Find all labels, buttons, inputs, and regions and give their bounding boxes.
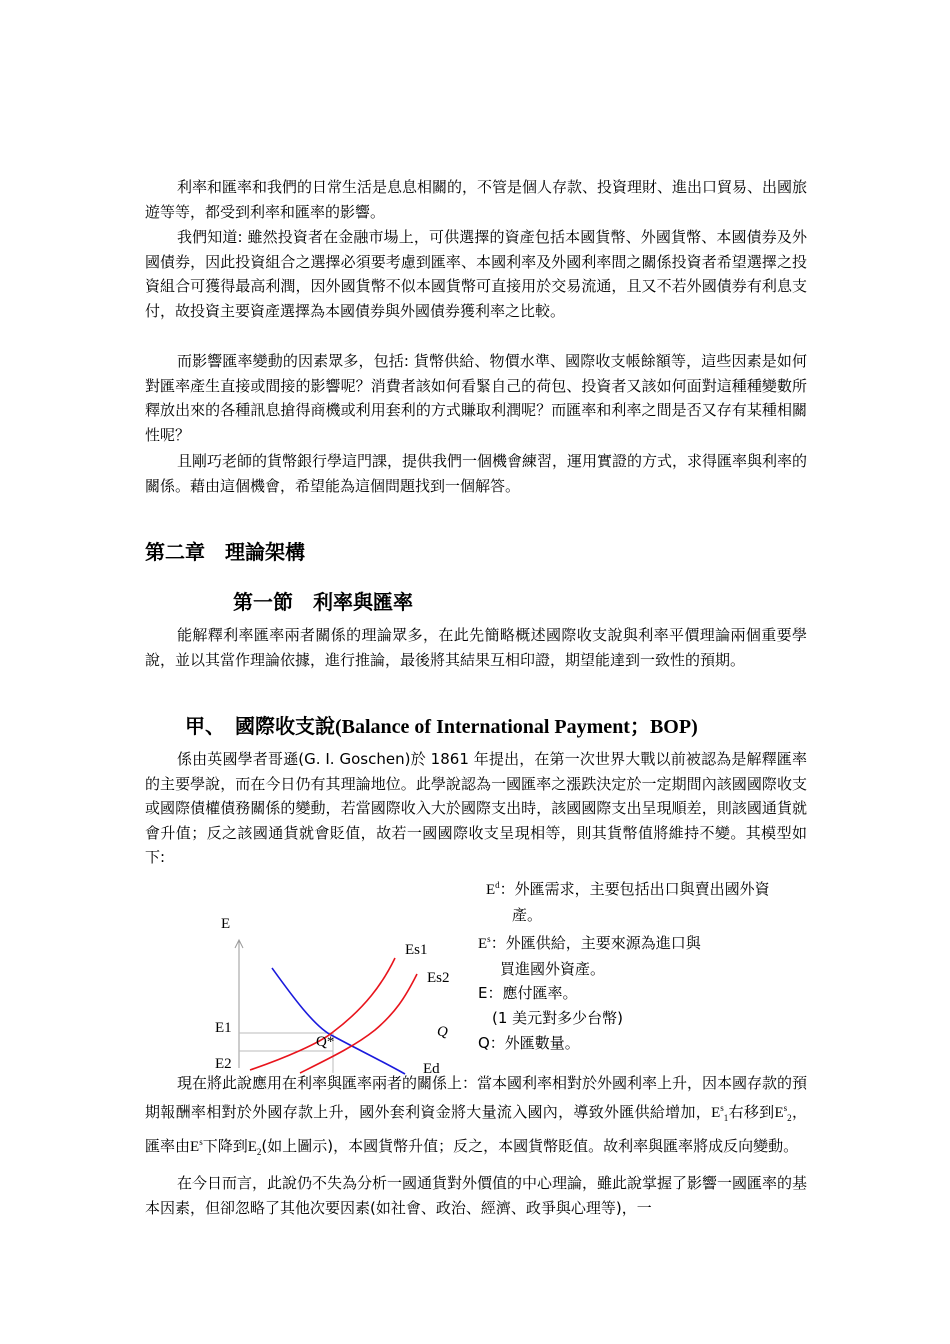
supply-curve-es2: [300, 974, 417, 1073]
intro-paragraph-3: 而影響匯率變動的因素眾多，包括: 貨幣供給、物價水準、國際收支帳餘額等，這些因素是如何對匯率產生直接或間接的影響呢？消費者該如何看緊自己的荷包、投資者又該如何面對這種種變數所釋放出來的各種訊息搶得商機或利用套利的方式賺取利潤呢？而匯率和利率之間是否又存有某種相關性呢？: [145, 352, 807, 444]
legend-demand-cont: 產。: [512, 905, 543, 924]
section-intro-paragraph: 能解釋利率匯率兩者關係的理論眾多，在此先簡略概述國際收支說與利率平價理論兩個重要學說，並以其當作理論依據，進行推論，最後將其結果互相印證，期望能達到一致性的預期。: [145, 626, 807, 669]
e1-label: E1: [215, 1020, 232, 1036]
es2-label: Es2: [427, 970, 450, 986]
legend-exchange-rate-note: (1 美元對多少台幣): [492, 1008, 624, 1027]
equilibrium-label: Q*: [316, 1034, 335, 1050]
legend-supply-cont: 買進國外資產。: [500, 959, 606, 978]
intro-paragraph-4: 且剛巧老師的貨幣銀行學這門課，提供我們一個機會練習，運用實證的方式，求得匯率與利率的關係。藉由這個機會，希望能為這個問題找到一個解答。: [145, 452, 808, 495]
legend-demand: $E^d$：外匯需求，主要包括出口與賣出國外資: [486, 880, 770, 898]
supply-demand-figure: [205, 908, 475, 1078]
bop-paragraph: 係由英國學者哥遜(G. I. Goschen)於 1861 年提出，在第一次世界大戰以前被認為是解釋匯率的主要學說，而在今日仍有其理論地位。此學說認為一國匯率之漲跌決定於一定期間內該國國際收支或國際債權債務關係的變動，若當國際收入大於國際支出時，該國國際支出呈現順差，則該國通貨就會升值；反之該國通貨就會貶值，故若一國國際收支呈現相等，則其貨幣值將維持不變。其模型如下:: [145, 750, 807, 867]
intro-paragraph-1: 利率和匯率和我們的日常生活是息息相關的，不管是個人存款、投資理財、進出口貿易、出國旅遊等等，都受到利率和匯率的影響。: [145, 178, 808, 221]
closing-paragraph: 在今日而言，此說仍不失為分析一國通貨對外價值的中心理論，雖此說掌握了影響一國匯率的基本因素，但卻忽略了其他次要因素(如社會、政治、經濟、政爭與心理等)，一: [145, 1174, 808, 1217]
x-axis-label: Q: [437, 1024, 448, 1040]
subsection-title: [185, 710, 698, 739]
e2-label: E2: [215, 1056, 232, 1072]
intro-paragraph-2: 我們知道: 雖然投資者在金融市場上，可供選擇的資產包括本國貨幣、外國貨幣、本國債券及外國債券，因此投資組合之選擇必須要考慮到匯率、本國利率及外國利率間之關係投資者希望選擇之投資組合可獲得最高利潤，因外國貨幣不似本國貨幣可直接用於交易流通，且又不若外國債券有利息支付，故投資主要資產選擇為本國債券與外國債券獲利率之比較。: [145, 228, 807, 320]
y-axis-label: E: [221, 916, 231, 932]
ed-label: Ed: [423, 1061, 440, 1077]
subsection-label: 甲、 國際收支說: [185, 714, 335, 738]
chapter-title: 第二章 理論架構: [145, 540, 305, 564]
legend-exchange-rate: E：應付匯率。: [478, 984, 578, 1003]
subsection-english-name: (Balance of International Payment；BOP): [335, 716, 698, 738]
figure-legend: [478, 873, 818, 1055]
supply-curve-es1: [250, 958, 395, 1070]
legend-supply: $E^s$：外匯供給，主要來源為進口與: [478, 934, 701, 953]
application-paragraph: 現在將此說應用在利率與匯率兩者的關係上：當本國利率相對於外國利率上升，因本國存款的預期報酬率相對於外國存款上升，國外套利資金將大量流入國內，導致外匯供給增加，$E^s_1$右移到$E^s_2$，匯率由$E^s$下降到$E_2$(如上圖示)，本國貨幣升值；反之，本國貨幣貶值。故利率與匯率將成反向變動。: [145, 1074, 808, 1158]
legend-quantity: Q：外匯數量。: [478, 1033, 580, 1052]
section-title: 第一節 利率與匯率: [233, 590, 413, 614]
es1-label: Es1: [405, 942, 428, 958]
